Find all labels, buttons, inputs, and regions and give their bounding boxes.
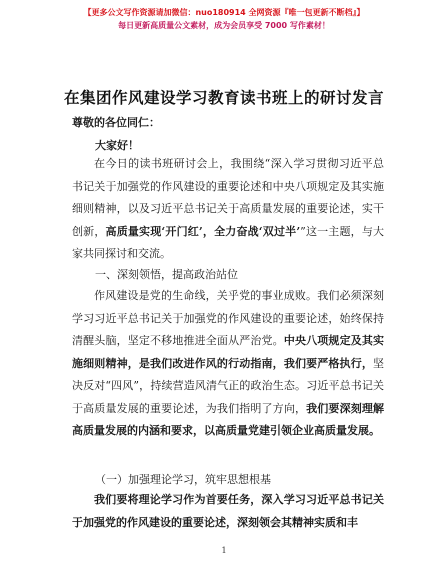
text-run: 我们要将理论学习作为首要任务，深入学习习近平总书记关于加强党的作风建设的重要论述，深刻领会其精神实质和丰 <box>72 493 384 529</box>
promo-banner-line2: 每日更新高质量公文素材，成为会员享受 7000 写作素材！ <box>118 21 330 30</box>
section-heading-1: 一、深刻领悟，提高政治站位 <box>95 268 238 281</box>
text-run: 在今日的读书班研讨会上，我围绕“深入学习贯彻习近平总书记关于加强党的作风建设的重要论述和中央八项规定及其实施细则精神，以及习近平总书记关于高质量发展的重要论述，实干创新， <box>72 157 384 238</box>
document-title: 在集团作风建设学习教育读书班上的研讨发言 <box>63 88 384 107</box>
paragraph-section-1 <box>72 285 384 443</box>
text-run: 作风建设是党的生命线，关乎党的事业成败。我们必须深刻学习习近平总书记关于加强党的作风建设的重要论述，始终保持清醒头脑，坚定不移地推进全面从严治党。 <box>72 289 384 347</box>
text-run: 高质量实现‘开门红’，全力奋战‘双过半’ <box>105 224 301 238</box>
text-run: 中央八项规定及其实施细则精神，是我们改进作风的行动指南，我们要严格执行， <box>72 334 385 370</box>
text-run: ”这一主题，与大家共同探讨和交流。 <box>72 224 384 260</box>
paragraph-subsection-1 <box>72 489 384 534</box>
salutation: 尊敬的各位同仁： <box>72 116 160 129</box>
paragraph-intro <box>72 153 384 266</box>
promo-banner <box>0 6 448 32</box>
promo-banner-line1: 【更多公文写作资源请加微信：nuo180914 全网资源『唯一包更新不断档』】 <box>83 8 365 17</box>
page-number: 1 <box>221 546 227 555</box>
subsection-heading-1: （一）加强理论学习，筑牢思想根基 <box>95 473 271 486</box>
greeting: 大家好！ <box>95 139 139 152</box>
text-run: 我们要深刻理解高质量发展的内涵和要求，以高质量党建引领企业高质量发展。 <box>72 401 385 437</box>
text-run: 坚决反对“四风”，持续营造风清气正的政治生态。习近平总书记关于高质量发展的重要论述，为我们指明了方向， <box>72 356 384 415</box>
